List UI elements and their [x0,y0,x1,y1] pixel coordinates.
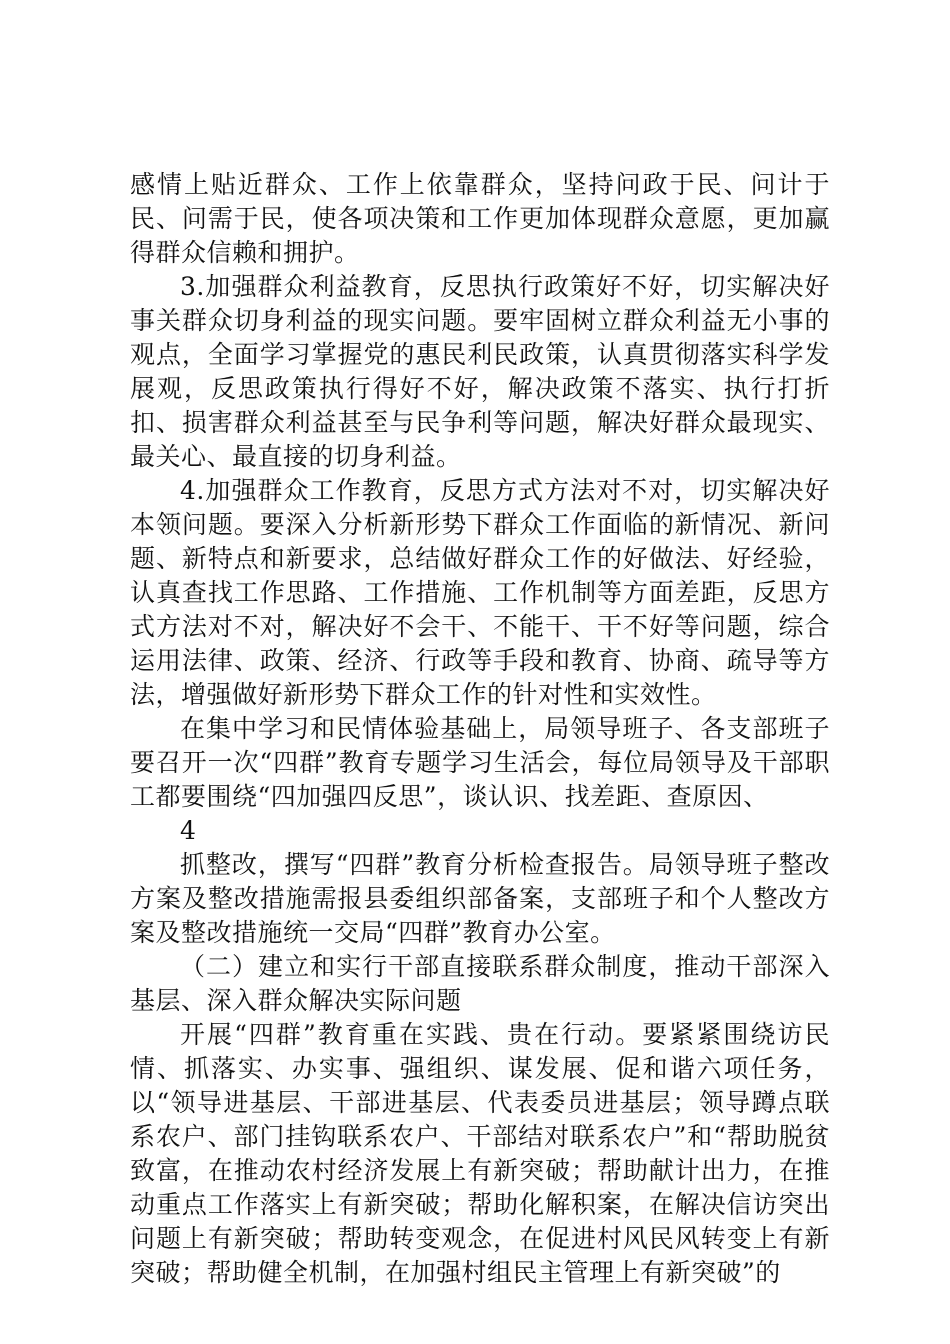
document-page [130,168,830,1290]
paragraph-item-3: 3.加强群众利益教育，反思执行政策好不好，切实解决好事关群众切身利益的现实问题。要牢固树立群众利益无小事的观点，全面学习掌握党的惠民利民政策，认真贯彻落实科学发展观，反思政策执行得好不好，解决政策不落实、执行打折扣、损害群众利益甚至与民争利等问题，解决好群众最现实、最关心、最直接的切身利益。 [130,272,830,471]
paragraph-item-4: 4.加强群众工作教育，反思方式方法对不对，切实解决好本领问题。要深入分析新形势下群众工作面临的新情况、新问题、新特点和新要求，总结做好群众工作的好做法、好经验，认真查找工作思路、工作措施、工作机制等方面差距，反思方式方法对不对，解决好不会干、不能干、干不好等问题，综合运用法律、政策、经济、行政等手段和教育、协商、疏导等方法，增强做好新形势下群众工作的针对性和实效性。 [130,476,830,709]
paragraph-continuation: 感情上贴近群众、工作上依靠群众，坚持问政于民、问计于民、问需于民，使各项决策和工作更加体现群众意愿，更加赢得群众信赖和拥护。 [130,170,830,267]
section-heading-2: （二）建立和实行干部直接联系群众制度，推动干部深入基层、深入群众解决实际问题 [130,952,830,1015]
page-number: 4 [180,816,196,845]
paragraph-practice: 开展“四群”教育重在实践、贵在行动。要紧紧围绕访民情、抓落实、办实事、强组织、谋发展、促和谐六项任务，以“领导进基层、干部进基层、代表委员进基层；领导蹲点联系农户、部门挂钩联系农户、干部结对联系农户”和“帮助脱贫致富，在推动农村经济发展上有新突破；帮助献计出力，在推动重点工作落实上有新突破；帮助化解积案，在解决信访突出问题上有新突破；帮助转变观念，在促进村风民风转变上有新突破；帮助健全机制，在加强村组民主管理上有新突破”的 [130,1020,830,1287]
paragraph-study-meeting: 在集中学习和民情体验基础上，局领导班子、各支部班子要召开一次“四群”教育专题学习生活会，每位局领导及干部职工都要围绕“四加强四反思”，谈认识、找差距、查原因、 [130,714,830,811]
paragraph-rectification: 抓整改，撰写“四群”教育分析检查报告。局领导班子整改方案及整改措施需报县委组织部备案，支部班子和个人整改方案及整改措施统一交局“四群”教育办公室。 [130,850,830,947]
